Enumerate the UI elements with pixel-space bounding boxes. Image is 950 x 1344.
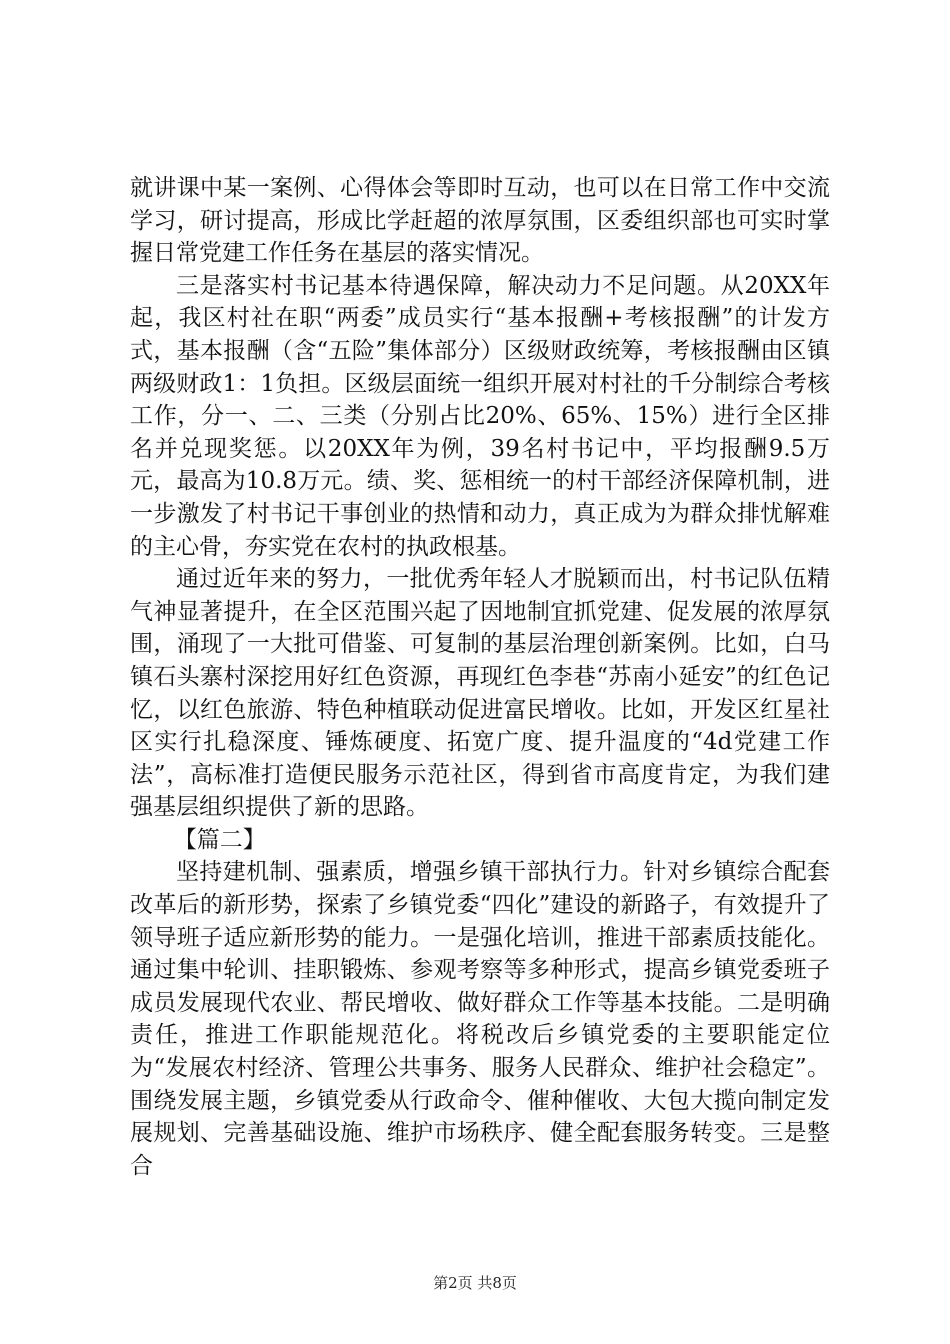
paragraph-salary-guarantee: 三是落实村书记基本待遇保障，解决动力不足问题。从20XX年起，我区村社在职“两委”成员实行“基本报酬+考核报酬”的计发方式，基本报酬（含“五险”集体部分）区级财政统筹，考核报酬由区镇两级财政1：1负担。区级层面统一组织开展对村社的千分制综合考核工作，分一、二、三类（分别占比20%、65%、15%）进行全区排名并兑现奖惩。以20XX年为例，39名村书记中，平均报酬9.5万元，最高为10.8万元。绩、奖、惩相统一的村干部经济保障机制，进一步激发了村书记干事创业的热情和动力，真正成为为群众排忧解难的主心骨，夯实党在农村的执政根基。 (130, 272, 830, 560)
paragraph-continuation: 就讲课中某一案例、心得体会等即时互动，也可以在日常工作中交流学习，研讨提高，形成比学赶超的浓厚氛围，区委组织部也可实时掌握日常党建工作任务在基层的落实情况。 (130, 175, 830, 267)
paragraph-mechanism: 坚持建机制、强素质，增强乡镇干部执行力。针对乡镇综合配套改革后的新形势，探索了乡镇党委“四化”建设的新路子，有效提升了领导班子适应新形势的能力。一是强化培训，推进干部素质技能化。通过集中轮训、挂职锻炼、参观考察等多种形式，提高乡镇党委班子成员发展现代农业、帮民增收、做好群众工作等基本技能。二是明确责任，推进工作职能规范化。将税改后乡镇党委的主要职能定位为“发展农村经济、管理公共事务、服务人民群众、维护社会稳定”。围绕发展主题，乡镇党委从行政命令、催种催收、大包大揽向制定发展规划、完善基础设施、维护市场秩序、健全配套服务转变。三是整合 (130, 859, 830, 1179)
section-heading: 【篇二】 (173, 826, 266, 853)
paragraph-achievements: 通过近年来的努力，一批优秀年轻人才脱颖而出，村书记队伍精气神显著提升，在全区范围兴起了因地制宜抓党建、促发展的浓厚氛围，涌现了一大批可借鉴、可复制的基层治理创新案例。比如，白马镇石头寨村深挖用好红色资源，再现红色李巷“苏南小延安”的红色记忆，以红色旅游、特色种植联动促进富民增收。比如，开发区红星社区实行扎稳深度、锤炼硬度、拓宽广度、提升温度的“4d党建工作法”，高标准打造便民服务示范社区，得到省市高度肯定，为我们建强基层组织提供了新的思路。 (130, 566, 830, 821)
document-body (130, 172, 830, 1182)
page-footer: 第2页 共8页 (433, 1274, 517, 1292)
